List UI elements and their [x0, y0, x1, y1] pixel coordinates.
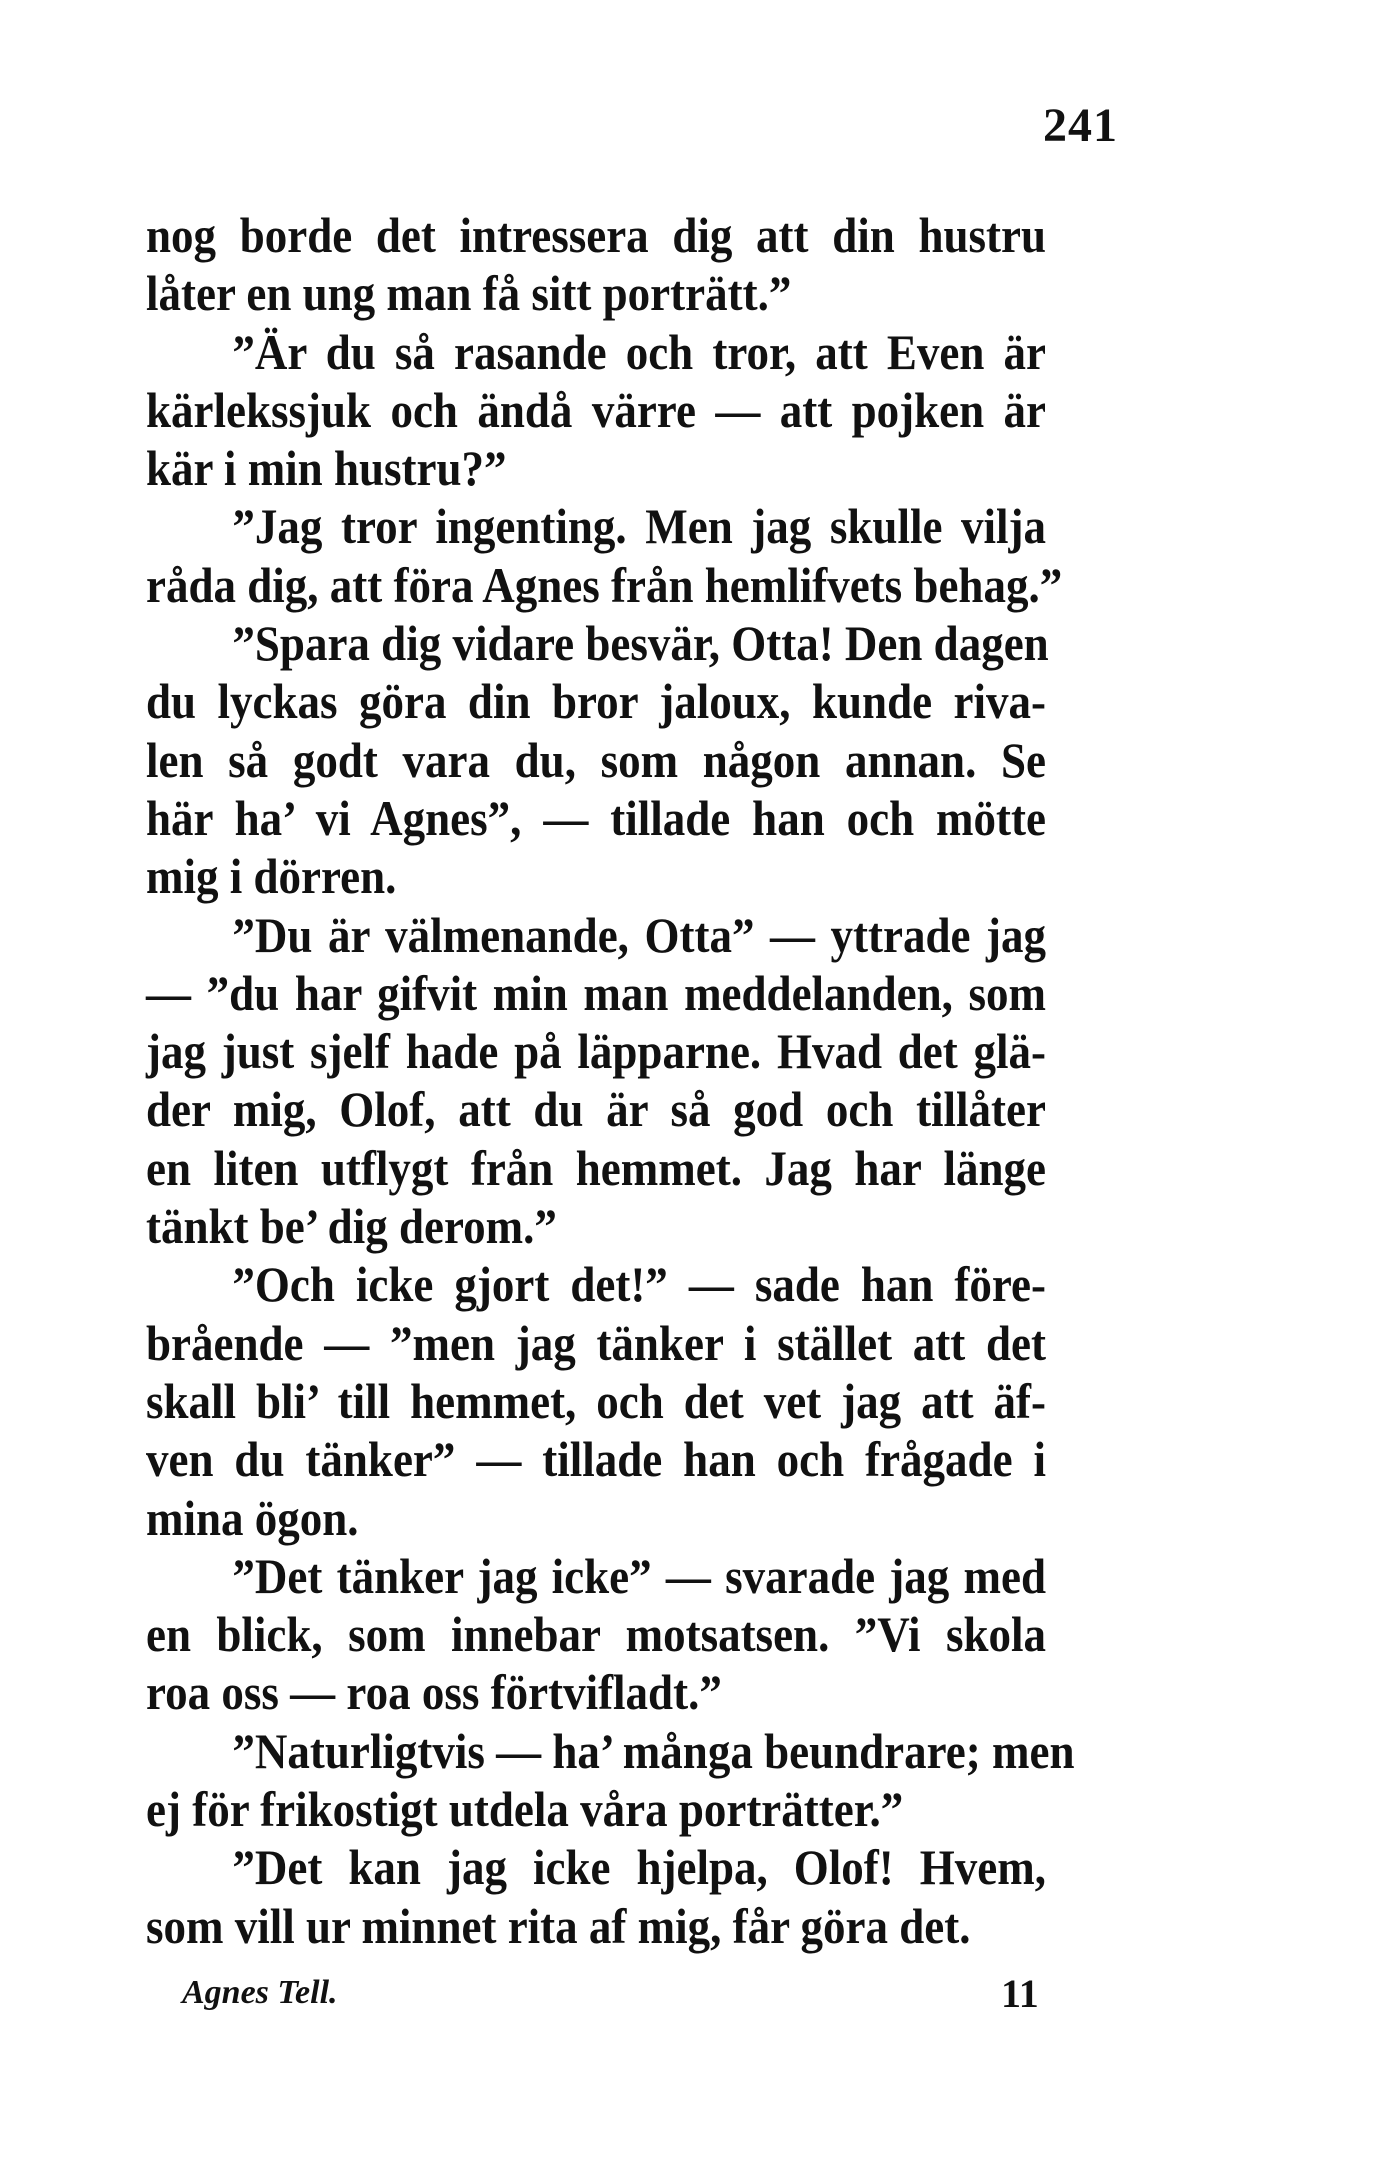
text-line: ”Jag tror ingenting. Men jag skulle vilja: [232, 498, 1046, 555]
text-line: låter en ung man få sitt porträtt.”: [146, 265, 792, 322]
text-line: jag just sjelf hade på läpparne. Hvad det glä-: [146, 1023, 1046, 1080]
page-number: 241: [1043, 99, 1118, 152]
text-line: ej för frikostigt utdela våra porträtter.”: [146, 1781, 904, 1838]
text-line: ”Du är välmenande, Otta” — yttrade jag: [232, 906, 1046, 963]
text-line: nog borde det intressera dig att din hustru: [146, 207, 1046, 263]
sheet-number: 11: [1001, 1971, 1039, 2016]
text-line: du lyckas göra din bror jaloux, kunde riva-: [146, 673, 1046, 730]
text-line: en liten utflygt från hemmet. Jag har länge: [146, 1139, 1046, 1196]
text-line: som vill ur minnet rita af mig, får göra det.: [146, 1897, 971, 1954]
text-line: ”Det kan jag icke hjelpa, Olof! Hvem,: [232, 1839, 1046, 1896]
text-line: ”Naturligtvis — ha’ många beundrare; men: [232, 1722, 1075, 1779]
text-line: råda dig, att föra Agnes från hemlifvets behag.”: [146, 556, 1063, 613]
text-line: tänkt be’ dig derom.”: [146, 1198, 557, 1255]
text-line: här ha’ vi Agnes”, — tillade han och mötte: [146, 789, 1046, 846]
text-line: ”Det tänker jag icke” — svarade jag med: [232, 1547, 1046, 1604]
text-line: kär i min hustru?”: [146, 440, 507, 497]
text-line: mina ögon.: [146, 1489, 359, 1546]
page-text-block: [146, 206, 1075, 1955]
text-line: ”Och icke gjort det!” — sade han före-: [232, 1256, 1046, 1313]
text-line: der mig, Olof, att du är så god och tillåter: [146, 1081, 1046, 1138]
page-footer: [146, 1970, 1056, 2030]
text-line: len så godt vara du, som någon annan. Se: [146, 731, 1046, 788]
text-line: — ”du har gifvit min man meddelanden, som: [146, 964, 1046, 1021]
text-line: ”Är du så rasande och tror, att Even är: [232, 323, 1046, 380]
text-line: ”Spara dig vidare besvär, Otta! Den dagen: [232, 615, 1049, 672]
text-line: mig i dörren.: [146, 848, 397, 905]
text-line: skall bli’ till hemmet, och det vet jag att äf-: [146, 1372, 1046, 1429]
text-line: ven du tänker” — tillade han och frågade i: [146, 1431, 1046, 1488]
signature-mark: Agnes Tell.: [182, 1974, 338, 2011]
text-line: brående — ”men jag tänker i stället att det: [146, 1314, 1046, 1371]
text-line: roa oss — roa oss förtvifladt.”: [146, 1664, 722, 1721]
text-line: kärlekssjuk och ändå värre — att pojken är: [146, 381, 1046, 438]
text-line: en blick, som innebar motsatsen. ”Vi skola: [146, 1606, 1046, 1663]
